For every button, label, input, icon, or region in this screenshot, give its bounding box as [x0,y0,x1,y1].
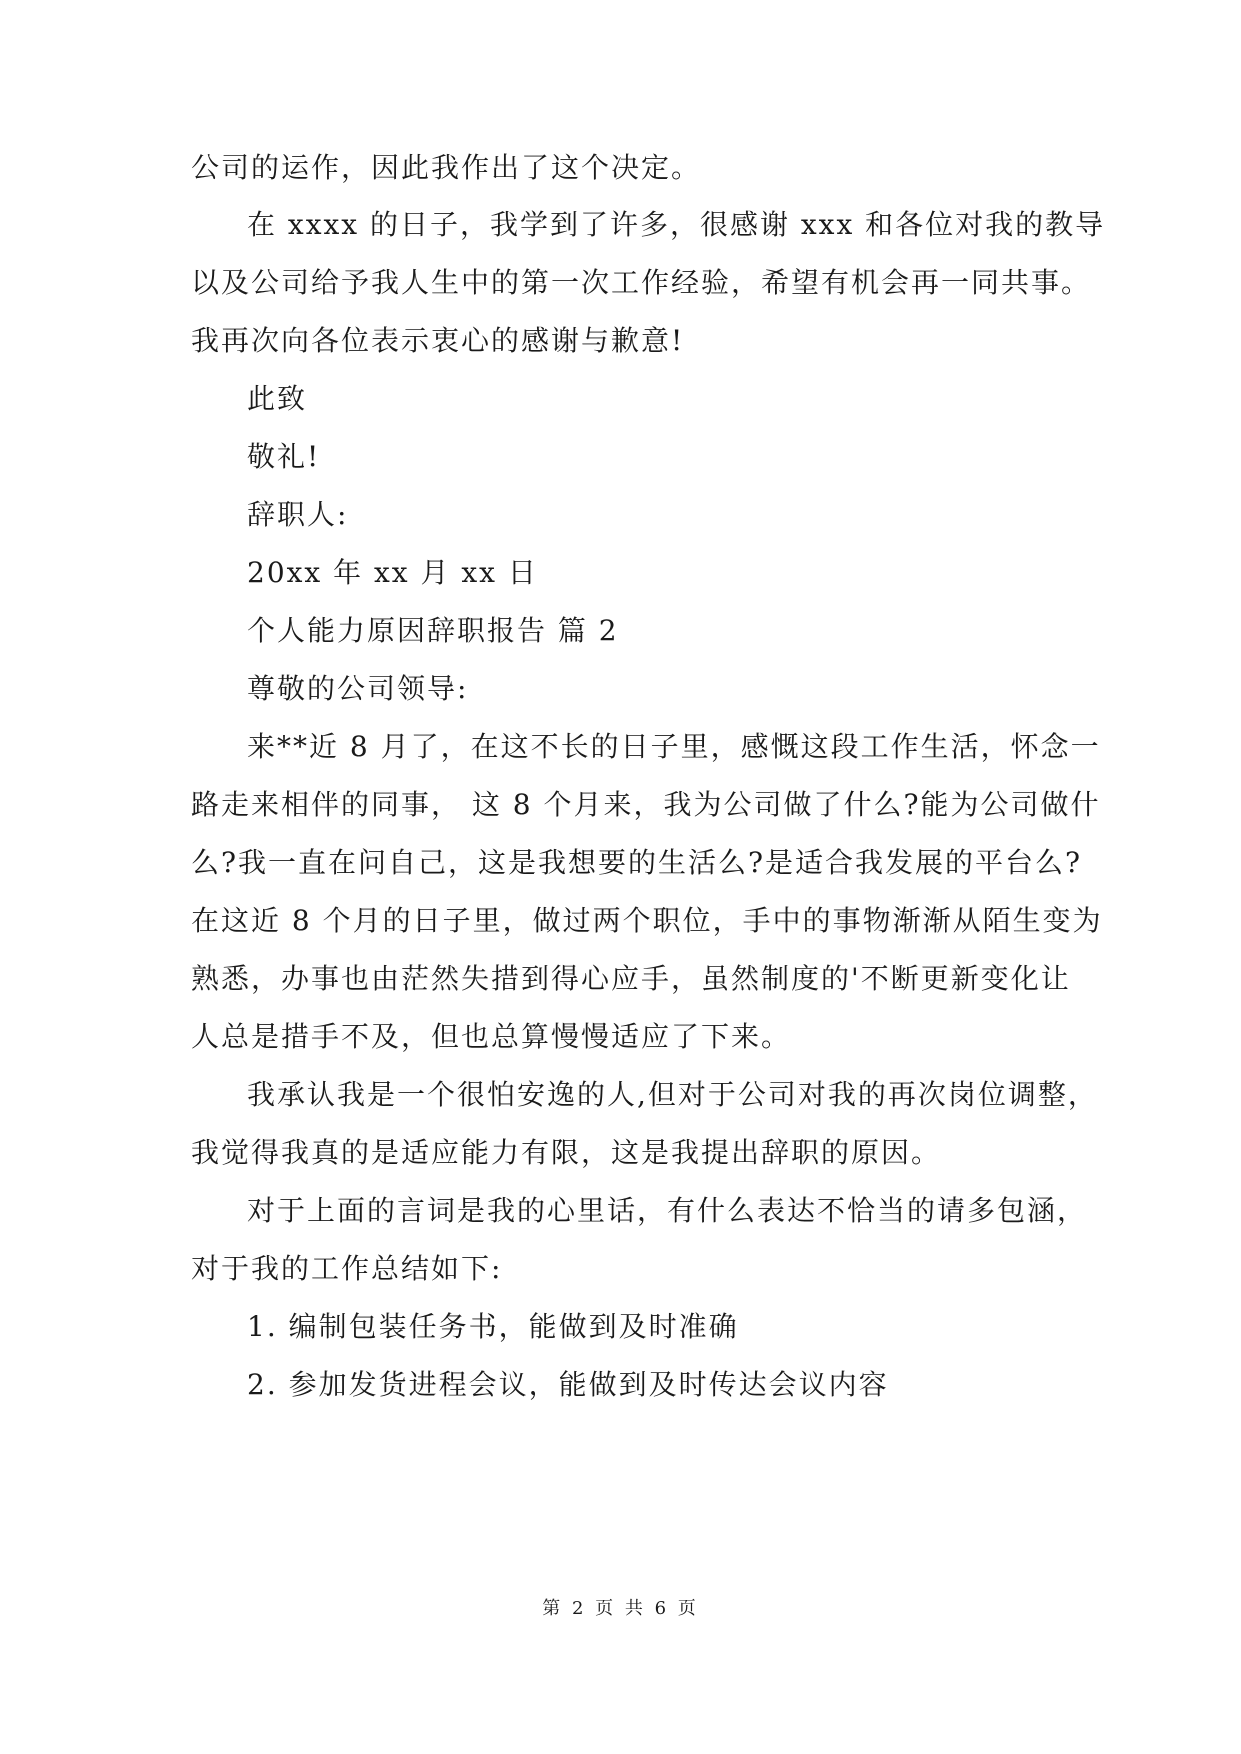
list-item: 2. 参加发货进程会议，能做到及时传达会议内容 [247,1368,889,1401]
text-line: 来**近 8 月了，在这不长的日子里，感慨这段工作生活，怀念一 [247,730,1101,763]
signature-label: 辞职人: [247,498,349,531]
text-line: 以及公司给予我人生中的第一次工作经验，希望有机会再一同共事。 [191,266,1092,299]
section-heading: 个人能力原因辞职报告 篇 2 [247,614,619,647]
page-number-footer: 第 2 页 共 6 页 [542,1598,699,1619]
list-item: 1. 编制包装任务书，能做到及时准确 [247,1310,739,1343]
text-line: 我再次向各位表示衷心的感谢与歉意! [191,324,685,357]
text-line: 在 xxxx 的日子，我学到了许多，很感谢 xxx 和各位对我的教导 [247,208,1106,241]
text-line: 对于我的工作总结如下: [191,1252,503,1285]
text-line: 在这近 8 个月的日子里，做过两个职位，手中的事物渐渐从陌生变为 [191,904,1103,937]
text-line: 我承认我是一个很怕安逸的人,但对于公司对我的再次岗位调整， [247,1078,1098,1111]
text-line: 熟悉，办事也由茫然失措到得心应手，虽然制度的'不断更新变化让 [191,962,1071,995]
text-line: 我觉得我真的是适应能力有限，这是我提出辞职的原因。 [191,1136,942,1169]
text-line: 路走来相伴的同事， 这 8 个月来，我为公司做了什么?能为公司做什 [191,788,1101,821]
salutation-closing: 敬礼! [247,440,321,473]
text-line: 人总是措手不及，但也总算慢慢适应了下来。 [191,1020,792,1053]
salutation: 尊敬的公司领导: [247,672,469,705]
text-line: 对于上面的言词是我的心里话，有什么表达不恰当的请多包涵， [247,1194,1088,1227]
text-line: 公司的运作，因此我作出了这个决定。 [191,151,702,184]
date-line: 20xx 年 xx 月 xx 日 [247,556,538,589]
text-line: 么?我一直在问自己，这是我想要的生活么?是适合我发展的平台么? [191,846,1083,879]
closing-phrase: 此致 [247,382,308,415]
